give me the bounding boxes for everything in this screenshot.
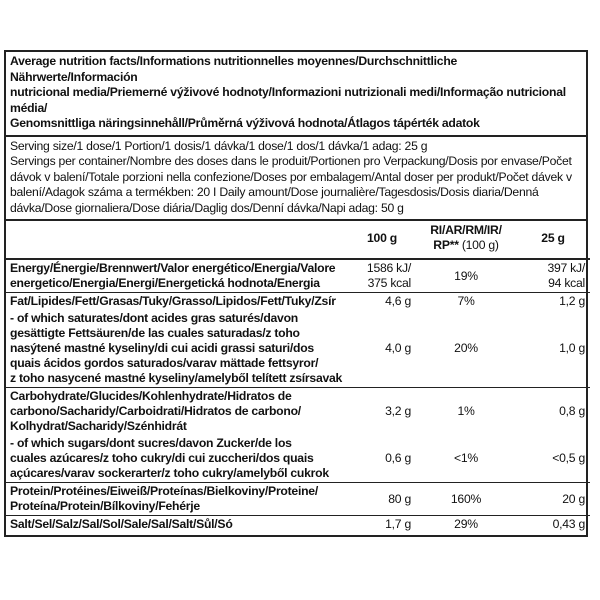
ri-value: 19% — [416, 259, 517, 293]
nutrient-row-salt — [6, 516, 590, 534]
per100-value: 0,6 g — [385, 451, 411, 465]
nutrient-label — [6, 435, 349, 483]
ri-header-unit: (100 g) — [458, 238, 499, 252]
nutrient-label: Salt/Sel/Salz/Sal/Sol/Sale/Sal/Salt/Sůl/Só — [6, 516, 349, 534]
serving-line: Servings per container/Nombre des doses dans le produit/Portionen pro Verpackung/Dosis por envase/Počet — [10, 154, 572, 168]
label-line: - of which saturates/dont acides gras saturés/davon — [10, 311, 298, 325]
nutrient-label: Fat/Lipides/Fett/Grasas/Tuky/Grasso/Lipidos/Fett/Tuky/Zsír — [6, 293, 349, 311]
label-line: Kolhydrat/Sacharidy/Szénhidrát — [10, 419, 187, 433]
label-line: z toho nasycené mastné kyseliny/amelyből telített zsírsavak — [10, 371, 343, 385]
per100-value: 3,2 g — [349, 388, 416, 436]
ri-value: 29% — [416, 516, 517, 534]
column-header-row — [6, 221, 590, 259]
nutrition-table — [6, 221, 590, 535]
label-line: açúcares/varav sockerarter/z toho cukry/amelyből cukrok — [10, 466, 329, 480]
ri-value: 1% — [416, 388, 517, 436]
per25-value: 0,43 g — [517, 516, 590, 534]
label-line: - of which sugars/dont sucres/davon Zucker/de los — [10, 436, 292, 450]
header-line: Average nutrition facts/Informations nutritionnelles moyennes/Durchschnittliche Nährwerte/Información — [10, 54, 458, 84]
value-line: 1586 kJ/ — [366, 261, 411, 275]
nutrient-label — [6, 483, 349, 516]
per100-value: 1,7 g — [349, 516, 416, 534]
label-line: energetico/Energia/Energi/Energetická hodnota/Energia — [10, 276, 320, 290]
label-column-header — [6, 221, 349, 259]
nutrient-row-saturates — [6, 310, 590, 388]
nutrient-row-sugars — [6, 435, 590, 483]
per100-column-header: 100 g — [367, 231, 397, 245]
nutrient-row-fat — [6, 293, 590, 311]
serving-line: dávka/Dose giornaliera/Dose diária/Daglig dos/Denní dávka/Napi adag: 50 g — [10, 200, 404, 215]
value-line: 397 kJ/ — [547, 261, 585, 275]
ri-value: 20% — [454, 341, 478, 355]
nutrition-header — [6, 52, 586, 137]
label-line: Carbohydrate/Glucides/Kohlenhydrate/Hidratos de — [10, 389, 292, 403]
nutrient-row-carbohydrate — [6, 388, 590, 436]
per25-value — [517, 259, 590, 293]
nutrition-facts-panel — [4, 50, 588, 537]
ri-value: 160% — [416, 483, 517, 516]
per25-value: 1,0 g — [559, 341, 585, 355]
ri-column-header — [416, 221, 517, 259]
label-line: quais ácidos gordos saturados/varav mättade fettsyror/ — [10, 356, 319, 370]
label-line: Protein/Protéines/Eiweiß/Proteínas/Bielkoviny/Proteine/ — [10, 484, 318, 498]
label-line: Energy/Énergie/Brennwert/Valor energético/Energia/Valore — [10, 261, 336, 275]
value-line: 375 kcal — [367, 276, 411, 290]
header-line: Genomsnittliga näringsinnehåll/Průměrná výživová hodnota/Átlagos tápérték adatok — [10, 116, 480, 130]
serving-line: dávok v balení/Totale porzioni nella confezione/Doses por embalagem/Antal doser per produkt/Počet dávek v — [10, 169, 572, 184]
per100-value: 4,6 g — [349, 293, 416, 311]
nutrient-label — [6, 388, 349, 436]
ri-header-line2: RP** — [433, 238, 459, 252]
label-line: nasýtené mastné kyseliny/di cui acidi grassi saturi/dos — [10, 341, 314, 355]
nutrient-label — [6, 259, 349, 293]
per25-value: 1,2 g — [517, 293, 590, 311]
ri-value: 7% — [416, 293, 517, 311]
per100-value — [349, 259, 416, 293]
label-line: gesättigte Fettsäuren/de las cuales saturadas/z toho — [10, 326, 300, 340]
per25-value: <0,5 g — [552, 451, 585, 465]
per100-value: 80 g — [349, 483, 416, 516]
per25-value: 0,8 g — [517, 388, 590, 436]
per100-value: 4,0 g — [385, 341, 411, 355]
value-line: 94 kcal — [548, 276, 585, 290]
serving-line: balení/Adagok száma a termékben: 20 I Daily amount/Dose journalière/Tagesdosis/Dosis diaria/Denná — [10, 185, 539, 199]
table-bottom-spacer — [6, 533, 590, 535]
serving-line: Serving size/1 dose/1 Portion/1 dosis/1 dávka/1 dose/1 dos/1 dávka/1 adag: 25 g — [10, 138, 428, 153]
label-line: Proteína/Protein/Bílkoviny/Fehérje — [10, 499, 200, 513]
nutrient-row-energy — [6, 259, 590, 293]
header-line: nutricional media/Priemerné výživové hodnoty/Informazioni nutrizionali medi/Informação nutricional média/ — [10, 85, 566, 115]
ri-header-line1: RI/AR/RM/IR/ — [430, 223, 502, 237]
ri-value: <1% — [454, 451, 478, 465]
nutrient-label — [6, 310, 349, 388]
serving-info — [6, 137, 586, 222]
per25-column-header: 25 g — [541, 231, 565, 245]
label-line: carbono/Sacharidy/Carboidrati/Hidratos de carbono/ — [10, 404, 301, 418]
label-line: cuales azúcares/z toho cukry/di cui zuccheri/dos quais — [10, 451, 314, 465]
per25-value: 20 g — [517, 483, 590, 516]
nutrient-row-protein — [6, 483, 590, 516]
